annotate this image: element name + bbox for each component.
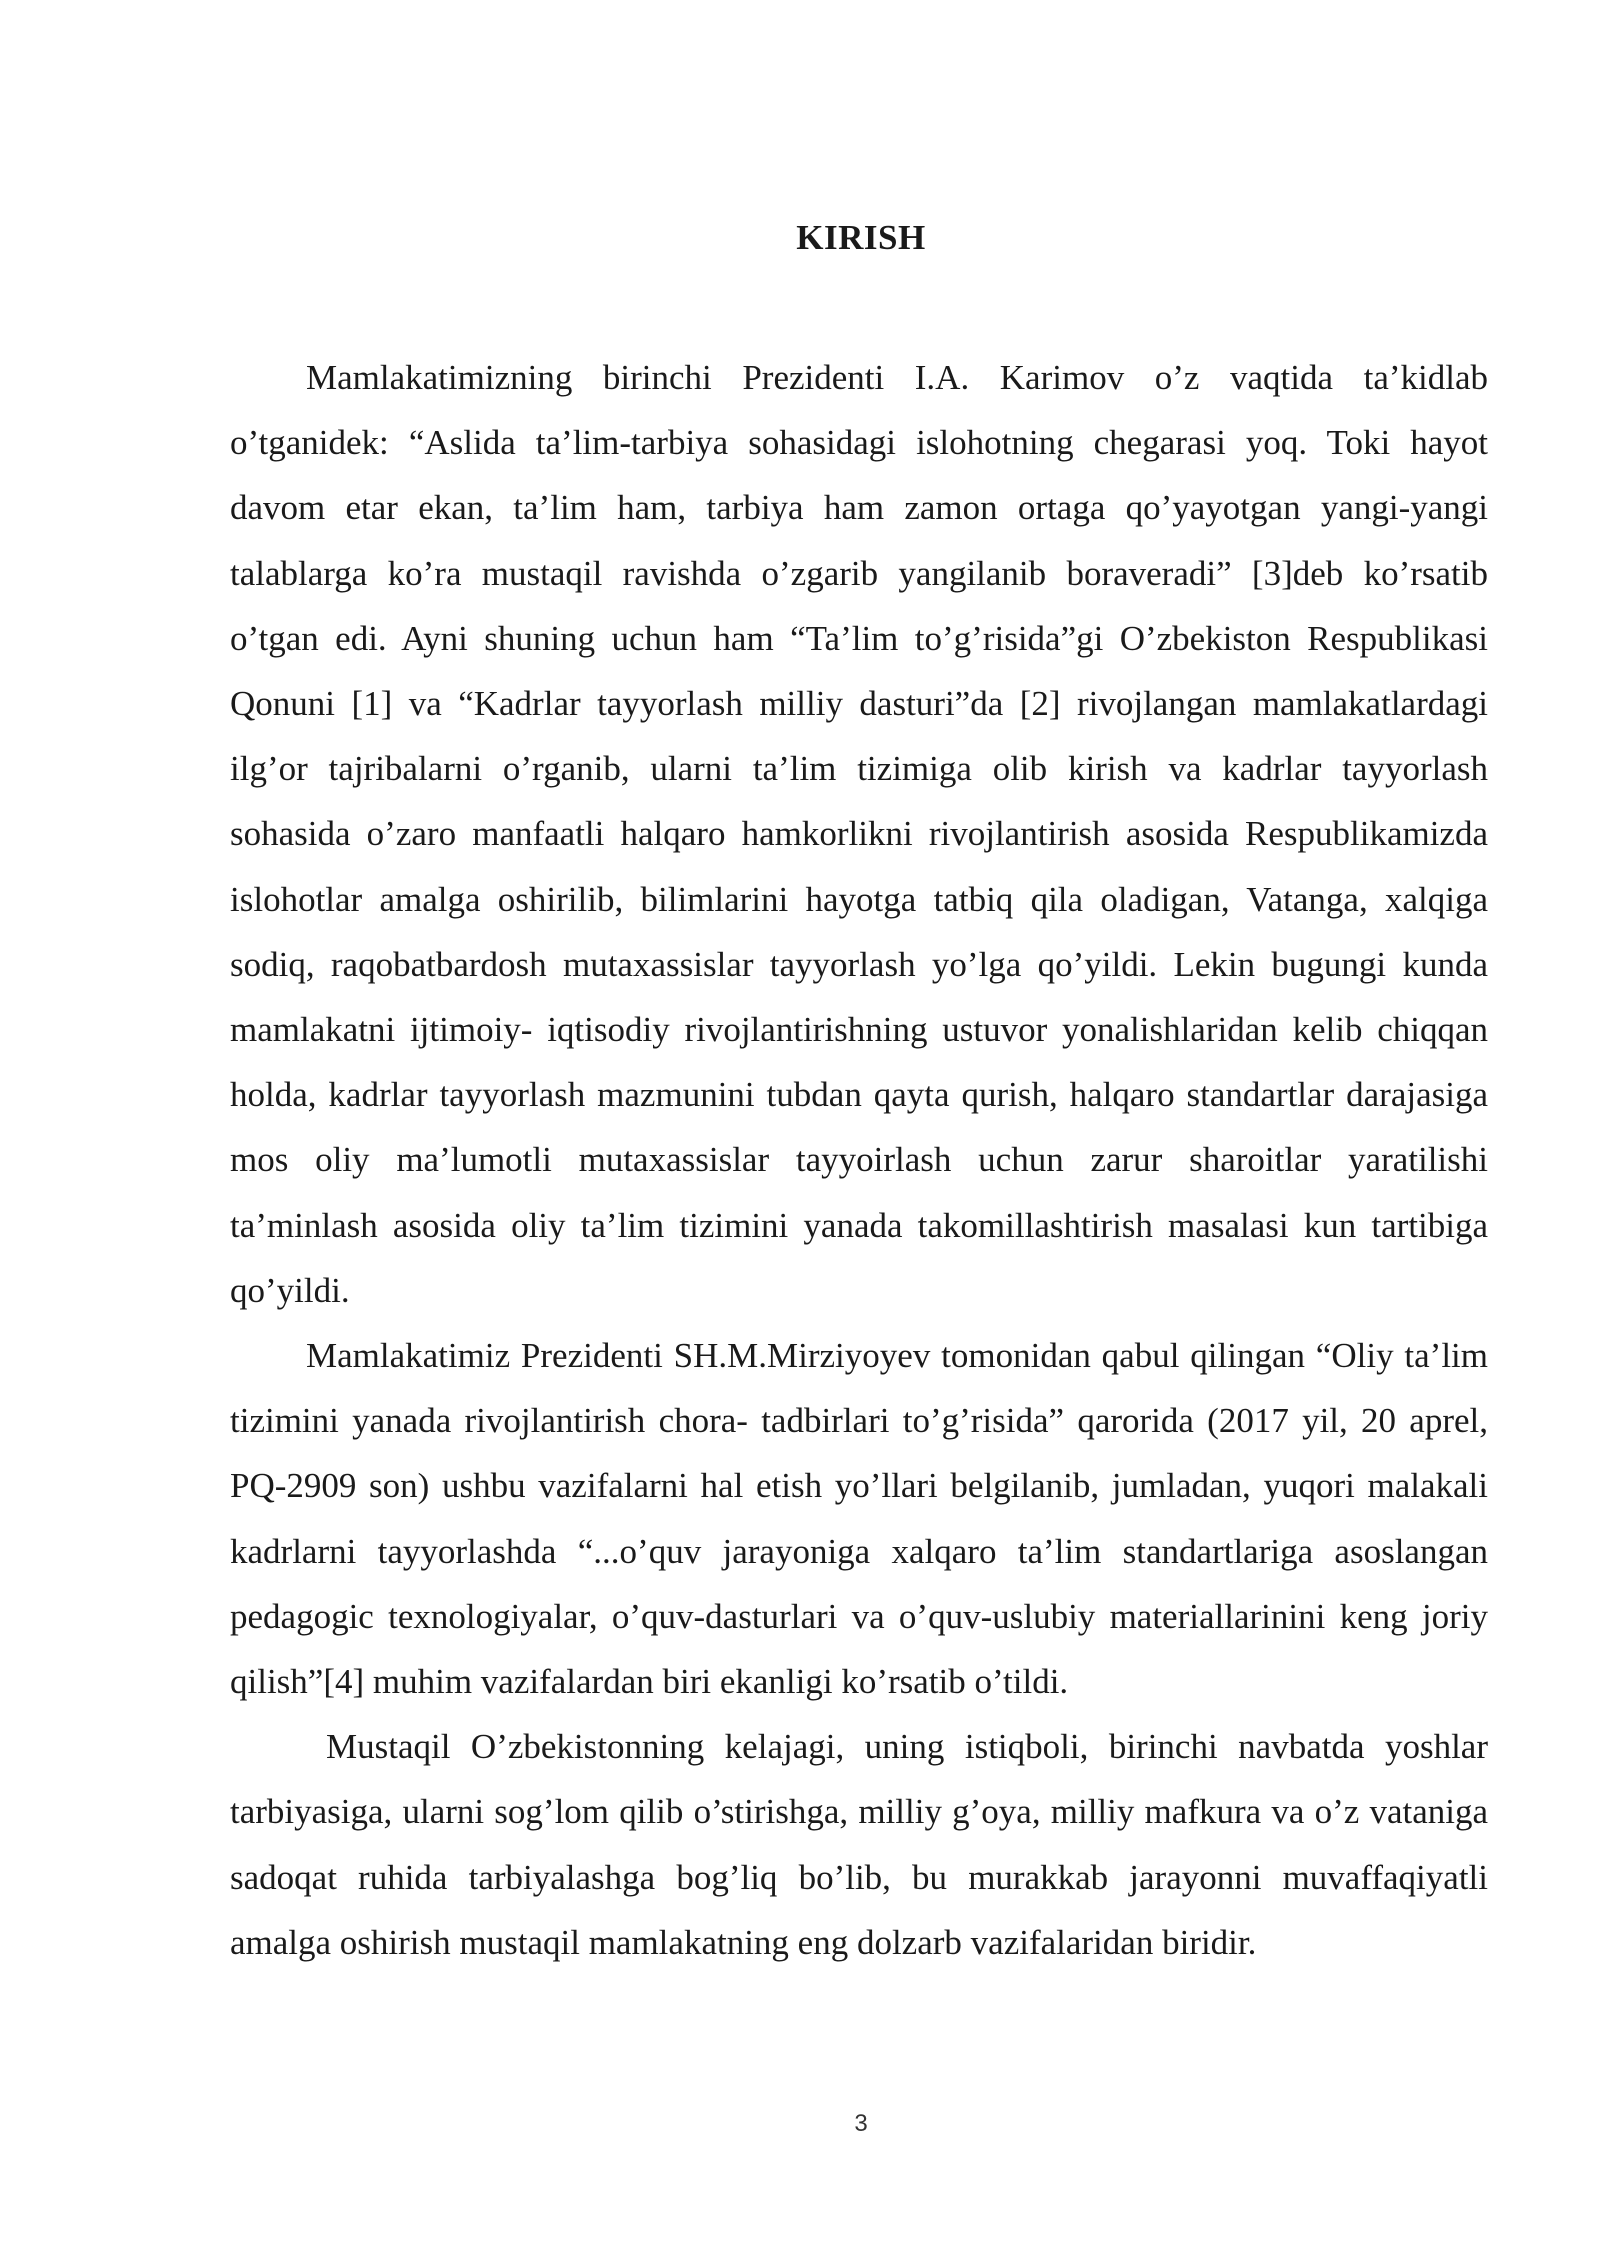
body-text	[230, 345, 1488, 1975]
paragraph-1: Mamlakatimizning birinchi Prezidenti I.A. Karimov o’z vaqtida ta’kidlab o’tganidek: “Aslida ta’lim-tarbiya sohasidagi islohotning chegarasi yoq. Toki hayot davom etar ekan, ta’lim ham, tarbiya ham zamon ortaga qo’yayotgan yangi-yangi talablarga ko’ra mustaqil ravishda o’zgarib yangilanib boraveradi” [3]deb ko’rsatib o’tgan edi. Ayni shuning uchun ham “Ta’lim to’g’risida”gi O’zbekiston Respublikasi Qonuni [1] va “Kadrlar tayyorlash milliy dasturi”da [2] rivojlangan mamlakatlardagi ilg’or tajribalarni o’rganib, ularni ta’lim tizimiga olib kirish va kadrlar tayyorlash sohasida o’zaro manfaatli halqaro hamkorlikni rivojlantirish asosida Respublikamizda islohotlar amalga oshirilib, bilimlarini hayotga tatbiq qila oladigan, Vatanga, xalqiga sodiq, raqobatbardosh mutaxassislar tayyorlash yo’lga qo’yildi. Lekin bugungi kunda mamlakatni ijtimoiy- iqtisodiy rivojlantirishning ustuvor yonalishlaridan kelib chiqqan holda, kadrlar tayyorlash mazmunini tubdan qayta qurish, halqaro standartlar darajasiga mos oliy ma’lumotli mutaxassislar tayyoirlash uchun zarur sharoitlar yaratilishi ta’minlash asosida oliy ta’lim tizimini yanada takomillashtirish masalasi kun tartibiga qo’yildi.	[230, 358, 1488, 1310]
paragraph-2: Mamlakatimiz Prezidenti SH.M.Mirziyoyev tomonidan qabul qilingan “Oliy ta’lim tizimini yanada rivojlantirish chora- tadbirlari to’g’risida” qarorida (2017 yil, 20 aprel, PQ-2909 son) ushbu vazifalarni hal etish yo’llari belgilanib, jumladan, yuqori malakali kadrlarni tayyorlashda “...o’quv jarayoniga xalqaro ta’lim standartlariga asoslangan pedagogic texnologiyalar, o’quv-dasturlari va o’quv-uslubiy materiallarinini keng joriy qilish”[4] muhim vazifalardan biri ekanligi ko’rsatib o’tildi.	[230, 1336, 1488, 1702]
paragraph-3: Mustaqil O’zbekistonning kelajagi, uning istiqboli, birinchi navbatda yoshlar tarbiyasiga, ularni sog’lom qilib o’stirishga, milliy g’oya, milliy mafkura va o’z vataniga sadoqat ruhida tarbiyalashga bog’liq bo’lib, bu murakkab jarayonni muvaffaqiyatli amalga oshirish mustaqil mamlakatning eng dolzarb vazifalaridan biridir.	[230, 1727, 1488, 1962]
page-title: KIRISH	[796, 218, 926, 257]
page-number: 3	[854, 2110, 868, 2137]
